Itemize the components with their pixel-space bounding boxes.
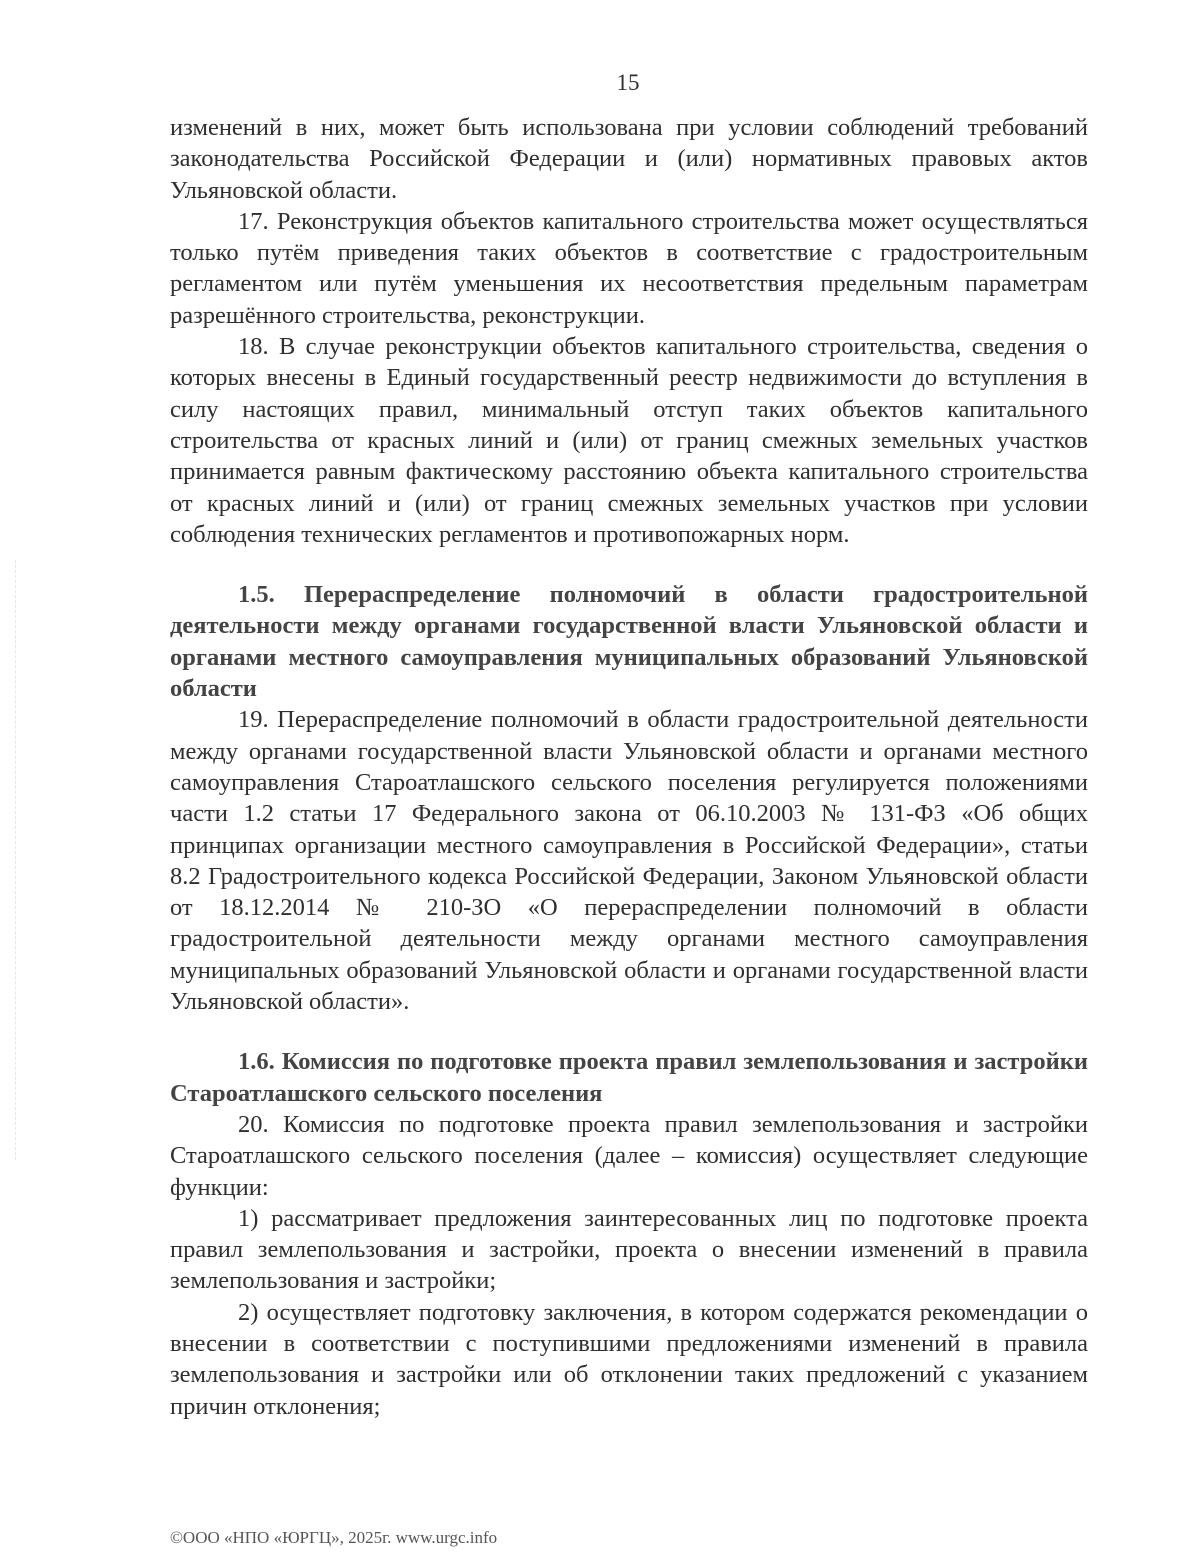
footer-copyright: ©ООО «НПО «ЮРГЦ», 2025г. www.urgc.info xyxy=(170,1528,498,1547)
scan-margin-line xyxy=(15,560,17,1160)
paragraph-17: 17. Реконструкция объектов капитального строительства может осуществляться только путём приведения таких объектов в соответствие с градостроительным регламентом или путём уменьшения их несоответствия предельным параметрам разрешённого строительства, реконструкции. xyxy=(170,207,1088,329)
page-number: 15 xyxy=(616,70,640,95)
paragraph-continuation: изменений в них, может быть использована при условии соблюдений требований законодательства Российской Федерации и (или) нормативных правовых актов Ульяновской области. xyxy=(170,114,1088,204)
paragraph-18: 18. В случае реконструкции объектов капитального строительства, сведения о которых внесены в Единый государственный реестр недвижимости до вступления в силу настоящих правил, минимальный отступ таких объектов капитального строительства от красных линий и (или) от границ смежных земельных участков принимается равным фактическому расстоянию объекта капитального строительства от красных линий и (или) от границ смежных земельных участков при условии соблюдения технических регламентов и противопожарных норм. xyxy=(170,333,1088,548)
paragraph-20: 20. Комиссия по подготовке проекта правил землепользования и застройки Староатлашского сельского поселения (далее – комиссия) осуществляет следующие функции: xyxy=(170,1110,1088,1201)
section-heading-1-6: 1.6. Комиссия по подготовке проекта правил землепользования и застройки Староатлашского сельского поселения xyxy=(170,1048,1088,1107)
paragraph-19: 19. Перераспределение полномочий в области градостроительной деятельности между органами государственной власти Ульяновской области и органами местного самоуправления Староатлашского сельского поселения регулируется положениями части 1.2 статьи 17 Федерального закона от 06.10.2003 № 131-ФЗ «Об общих принципах организации местного самоуправления в Российской Федерации», статьи 8.2 Градостроительного кодекса Российской Федерации, Законом Ульяновской области от 18.12.2014 № 210-ЗО «О перераспределении полномочий в области градостроительной деятельности между органами местного самоуправления муниципальных образований Ульяновской области и органами государственной власти Ульяновской области». xyxy=(170,706,1088,1016)
document-body xyxy=(170,112,1088,1422)
list-item-2: 2) осуществляет подготовку заключения, в котором содержатся рекомендации о внесении в соответствии с поступившими предложениями изменений в правила землепользования и застройки или об отклонении таких предложений с указанием причин отклонения; xyxy=(170,1298,1088,1420)
list-item-1: 1) рассматривает предложения заинтересованных лиц по подготовке проекта правил землепользования и застройки, проекта о внесении изменений в правила землепользования и застройки; xyxy=(170,1204,1088,1295)
section-heading-1-5: 1.5. Перераспределение полномочий в области градостроительной деятельности между органами государственной власти Ульяновской области и органами местного самоуправления муниципальных образований Ульяновской области xyxy=(170,581,1088,703)
